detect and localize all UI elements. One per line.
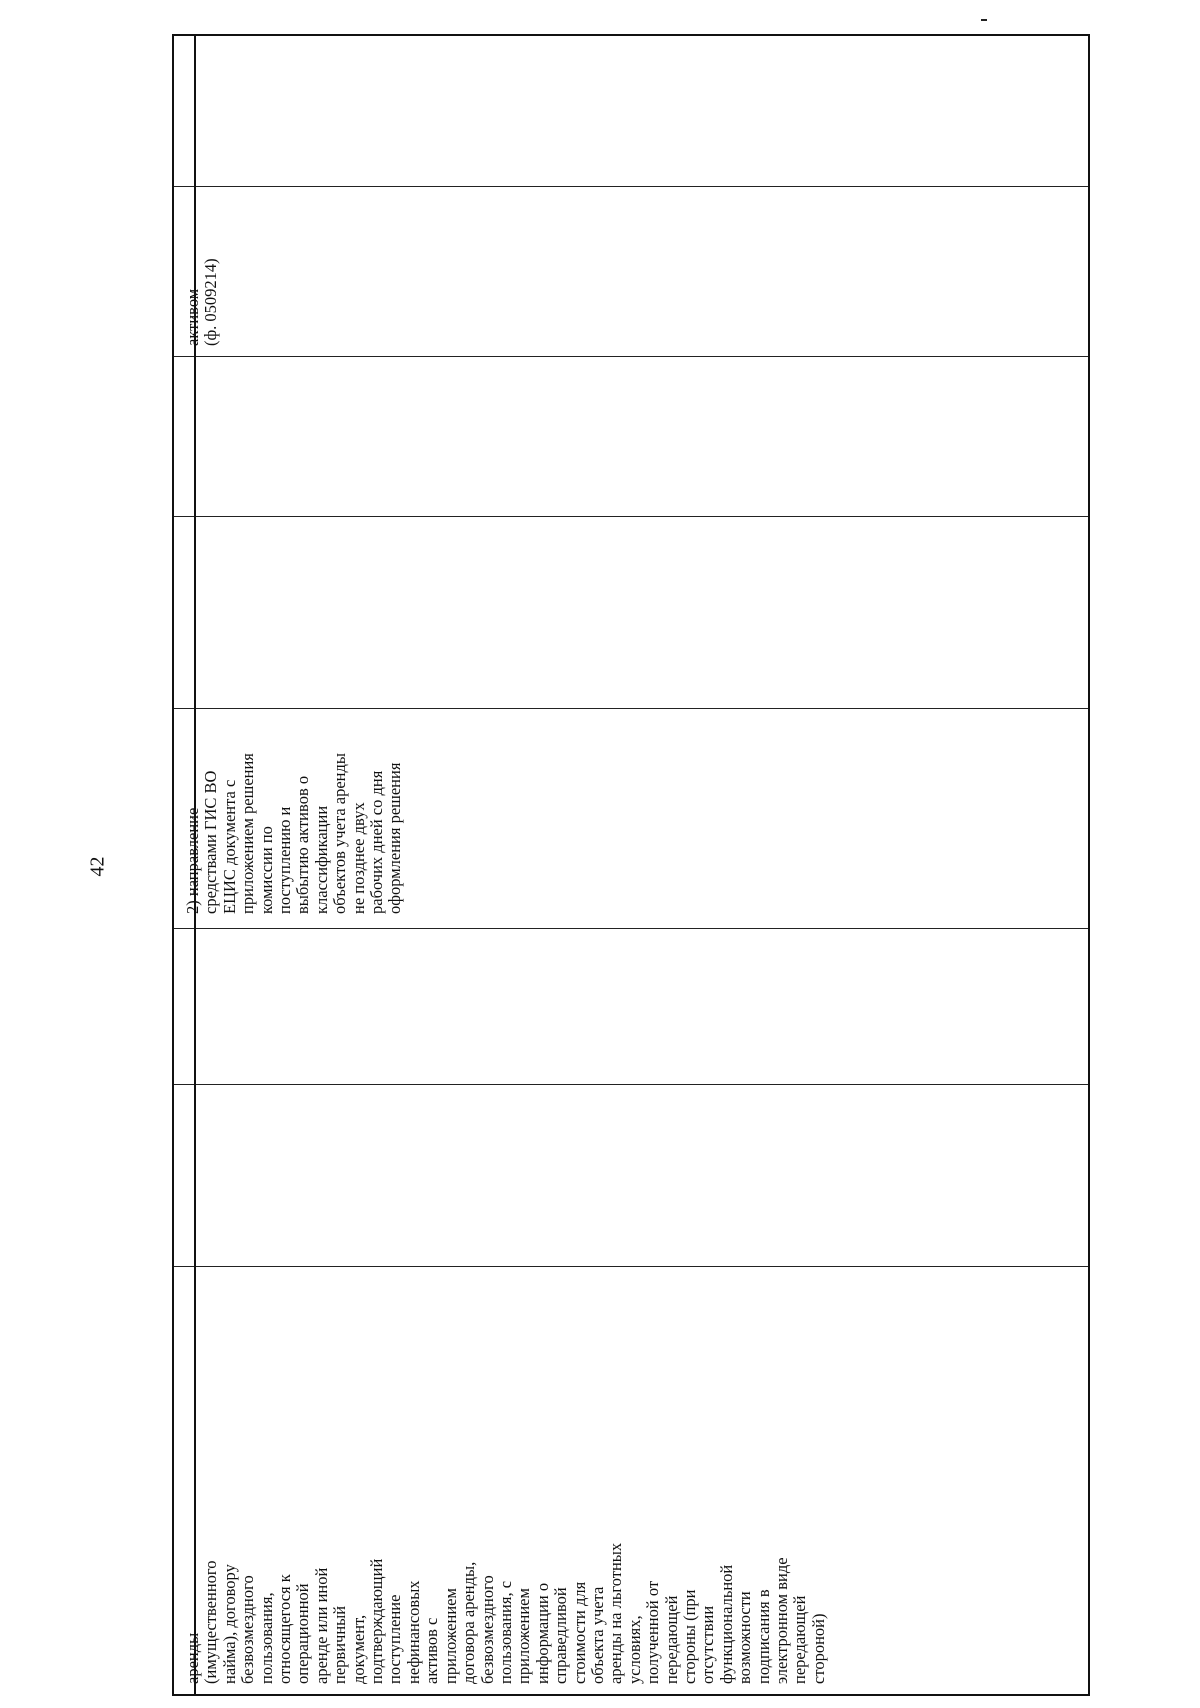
document-table — [172, 34, 1090, 1696]
cell-col4-text: 2) направление средствами ГИС ВО ЕЦИС документа с приложением решения комиссии по поступлению и выбытию активов о классификации объектов учета аренды не позднее двух рабочих дней со дня оформления решения — [183, 753, 405, 914]
column-divider — [174, 1266, 1088, 1267]
page-number: 42 — [86, 856, 109, 877]
column-divider — [174, 356, 1088, 357]
column-divider — [174, 708, 1088, 709]
cell-col7-text: активом (ф. 0509214) — [183, 258, 221, 346]
column-divider — [174, 516, 1088, 517]
column-divider — [174, 186, 1088, 187]
scan-mark — [981, 19, 987, 21]
column-divider — [174, 1084, 1088, 1085]
column-divider — [174, 928, 1088, 929]
cell-col1-text: аренды (имущественного найма), договору безвозмездного пользования, относящегося к операционной аренде или иной первичный документ, подтверждающий поступление нефинансовых активов с приложением договора аренды, безвозмездного пользования, с приложением информации о справедливой стоимости для объекта учета аренды на льготных условиях, полученной от передающей стороны (при отсутствии функциональной возможности подписания в электронном виде передающей стороной) — [183, 1542, 828, 1684]
